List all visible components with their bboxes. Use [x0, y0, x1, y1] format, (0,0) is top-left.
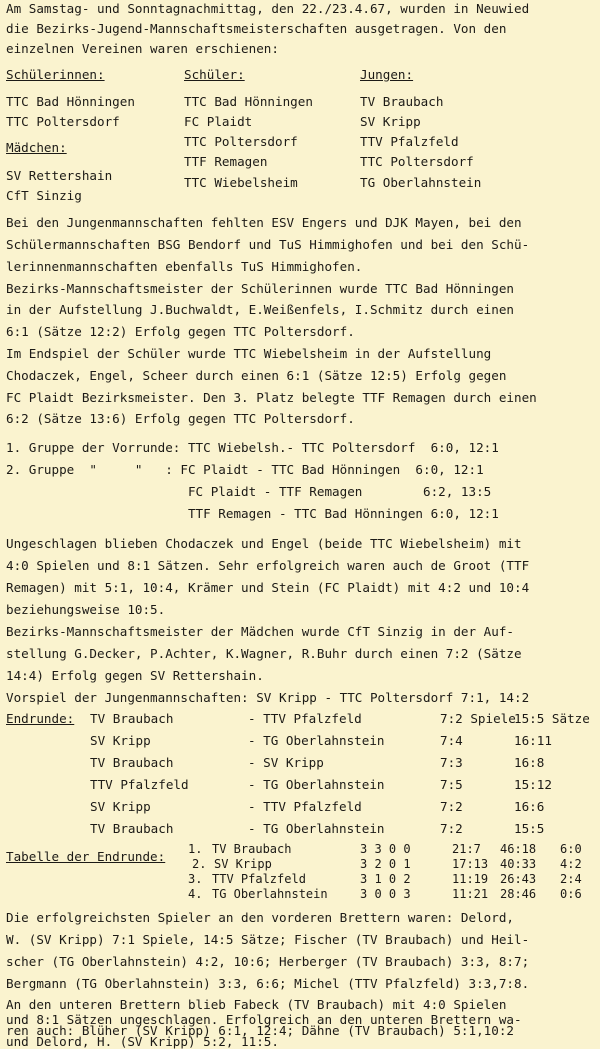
maedchen-heading: Mädchen:: [6, 140, 67, 155]
endrunde-sets: 15:5 Sätze: [514, 711, 590, 726]
endrunde-sets: 15:12: [514, 777, 552, 792]
endrunde-home: SV Kripp: [90, 733, 151, 748]
intro-line: einzelnen Vereinen waren erschienen:: [6, 41, 279, 56]
tabelle-games: 11:21: [452, 887, 489, 901]
body-line: und Delord, H. (SV Kripp) 5:2, 11:5.: [6, 1034, 279, 1049]
body-line: in der Aufstellung J.Buchwaldt, E.Weißenfels, I.Schmitz durch einen: [6, 302, 514, 317]
tabelle-team: TG Oberlahnstein: [212, 887, 328, 901]
tabelle-place: 2.: [192, 857, 207, 871]
tabelle-sets: 40:33: [500, 857, 537, 871]
endrunde-away: - SV Kripp: [248, 755, 324, 770]
endrunde-home: TTV Pfalzfeld: [90, 777, 189, 792]
tabelle-record: 3 0 0 3: [360, 887, 411, 901]
schuelerinnen-heading: Schülerinnen:: [6, 67, 105, 82]
tabelle-place: 1.: [188, 842, 203, 856]
tabelle-record: 3 1 0 2: [360, 872, 411, 886]
body-line: ren auch: Blüher (SV Kripp) 6:1, 12:4; Dähne (TV Braubach) 5:1,10:2: [6, 1023, 514, 1038]
body-line: Die erfolgreichsten Spieler an den vorderen Brettern waren: Delord,: [6, 910, 514, 925]
schueler-heading: Schüler:: [184, 67, 245, 82]
team-item: TV Braubach: [360, 94, 444, 109]
team-item: SV Rettershain: [6, 168, 113, 183]
team-item: TTC Poltersdorf: [6, 114, 120, 129]
endrunde-sets: 16:6: [514, 799, 545, 814]
endrunde-away: - TG Oberlahnstein: [248, 777, 385, 792]
tabelle-record: 3 3 0 0: [360, 842, 411, 856]
intro-line: die Bezirks-Jugend-Mannschaftsmeisterschaften ausgetragen. Von den: [6, 21, 507, 36]
body-line: Ungeschlagen blieben Chodaczek und Engel (beide TTC Wiebelsheim) mit: [6, 536, 522, 551]
body-line: Vorspiel der Jungenmannschaften: SV Kripp - TTC Poltersdorf 7:1, 14:2: [6, 690, 530, 705]
body-line: lerinnenmannschaften ebenfalls TuS Himmighofen.: [6, 259, 363, 274]
team-item: FC Plaidt: [184, 114, 253, 129]
tabelle-place: 3.: [188, 872, 203, 886]
body-line: Schülermannschaften BSG Bendorf und TuS Himmighofen und bei den Schü-: [6, 237, 530, 252]
team-item: TTF Remagen: [184, 154, 268, 169]
tabelle-team: TV Braubach: [212, 842, 292, 856]
tabelle-points: 6:0: [560, 842, 582, 856]
tabelle-points: 2:4: [560, 872, 582, 886]
body-line: Bezirks-Mannschaftsmeister der Schülerinnen wurde TTC Bad Hönningen: [6, 281, 514, 296]
body-line: 6:2 (Sätze 13:6) Erfolg gegen TTC Poltersdorf.: [6, 411, 355, 426]
body-line: scher (TG Oberlahnstein) 4:2, 10:6; Herberger (TV Braubach) 3:3, 8:7;: [6, 954, 530, 969]
tabelle-sets: 28:46: [500, 887, 537, 901]
body-line: Chodaczek, Engel, Scheer durch einen 6:1 (Sätze 12:5) Erfolg gegen: [6, 368, 507, 383]
tabelle-games: 17:13: [452, 857, 489, 871]
endrunde-home: TV Braubach: [90, 821, 174, 836]
body-line: 4:0 Spielen und 8:1 Sätzen. Sehr erfolgreich waren auch de Groot (TTF: [6, 558, 530, 573]
endrunde-sets: 16:11: [514, 733, 552, 748]
tabelle-label: Tabelle der Endrunde:: [6, 849, 166, 864]
endrunde-score: 7:2: [440, 821, 463, 836]
endrunde-label: Endrunde:: [6, 711, 75, 726]
jungen-heading: Jungen:: [360, 67, 414, 82]
team-item: TTC Bad Hönningen: [184, 94, 313, 109]
body-line: und 8:1 Sätzen ungeschlagen. Erfolgreich an den unteren Brettern wa-: [6, 1012, 522, 1027]
endrunde-away: - TG Oberlahnstein: [248, 821, 385, 836]
body-line: Remagen) mit 5:1, 10:4, Krämer und Stein (FC Plaidt) mit 4:2 und 10:4: [6, 580, 530, 595]
tabelle-team: TTV Pfalzfeld: [212, 872, 306, 886]
body-line: stellung G.Decker, P.Achter, K.Wagner, R.Buhr durch einen 7:2 (Sätze: [6, 646, 522, 661]
team-item: CfT Sinzig: [6, 188, 82, 203]
endrunde-score: 7:3: [440, 755, 463, 770]
team-item: SV Kripp: [360, 114, 421, 129]
endrunde-score: 7:5: [440, 777, 463, 792]
body-line: Bezirks-Mannschaftsmeister der Mädchen wurde CfT Sinzig in der Auf-: [6, 624, 514, 639]
endrunde-sets: 15:5: [514, 821, 545, 836]
body-line: Bei den Jungenmannschaften fehlten ESV Engers und DJK Mayen, bei den: [6, 215, 522, 230]
body-line: Im Endspiel der Schüler wurde TTC Wiebelsheim in der Aufstellung: [6, 346, 492, 361]
endrunde-sets: 16:8: [514, 755, 545, 770]
vorrunde-line: 2. Gruppe " " : FC Plaidt - TTC Bad Hönningen 6:0, 12:1: [6, 462, 484, 477]
body-line: An den unteren Brettern blieb Fabeck (TV Braubach) mit 4:0 Spielen: [6, 997, 507, 1012]
team-item: TG Oberlahnstein: [360, 175, 482, 190]
tabelle-sets: 26:43: [500, 872, 537, 886]
tabelle-place: 4.: [188, 887, 203, 901]
team-item: TTC Poltersdorf: [184, 134, 298, 149]
endrunde-away: - TTV Pfalzfeld: [248, 799, 362, 814]
endrunde-home: TV Braubach: [90, 711, 174, 726]
body-line: 14:4) Erfolg gegen SV Rettershain.: [6, 668, 264, 683]
body-line: FC Plaidt Bezirksmeister. Den 3. Platz belegte TTF Remagen durch einen: [6, 390, 537, 405]
body-line: W. (SV Kripp) 7:1 Spiele, 14:5 Sätze; Fischer (TV Braubach) und Heil-: [6, 932, 530, 947]
endrunde-score: 7:2: [440, 799, 463, 814]
body-line: 6:1 (Sätze 12:2) Erfolg gegen TTC Poltersdorf.: [6, 324, 355, 339]
tabelle-points: 4:2: [560, 857, 582, 871]
intro-line: Am Samstag- und Sonntagnachmittag, den 22./23.4.67, wurden in Neuwied: [6, 1, 530, 16]
endrunde-away: - TG Oberlahnstein: [248, 733, 385, 748]
body-line: beziehungsweise 10:5.: [6, 602, 166, 617]
vorrunde-line: TTF Remagen - TTC Bad Hönningen 6:0, 12:1: [6, 506, 499, 521]
vorrunde-line: FC Plaidt - TTF Remagen 6:2, 13:5: [6, 484, 492, 499]
body-line: Bergmann (TG Oberlahnstein) 3:3, 6:6; Michel (TTV Pfalzfeld) 3:3,7:8.: [6, 976, 530, 991]
team-item: TTC Bad Hönningen: [6, 94, 135, 109]
tabelle-team: SV Kripp: [214, 857, 272, 871]
endrunde-score: 7:2 Spiele: [440, 711, 516, 726]
endrunde-away: - TTV Pfalzfeld: [248, 711, 362, 726]
tabelle-points: 0:6: [560, 887, 582, 901]
tabelle-sets: 46:18: [500, 842, 537, 856]
tabelle-games: 21:7: [452, 842, 481, 856]
team-item: TTC Wiebelsheim: [184, 175, 298, 190]
endrunde-score: 7:4: [440, 733, 463, 748]
tabelle-record: 3 2 0 1: [360, 857, 411, 871]
team-item: TTV Pfalzfeld: [360, 134, 459, 149]
endrunde-home: SV Kripp: [90, 799, 151, 814]
tabelle-games: 11:19: [452, 872, 489, 886]
endrunde-home: TV Braubach: [90, 755, 174, 770]
team-item: TTC Poltersdorf: [360, 154, 474, 169]
vorrunde-line: 1. Gruppe der Vorrunde: TTC Wiebelsh.- TTC Poltersdorf 6:0, 12:1: [6, 440, 499, 455]
